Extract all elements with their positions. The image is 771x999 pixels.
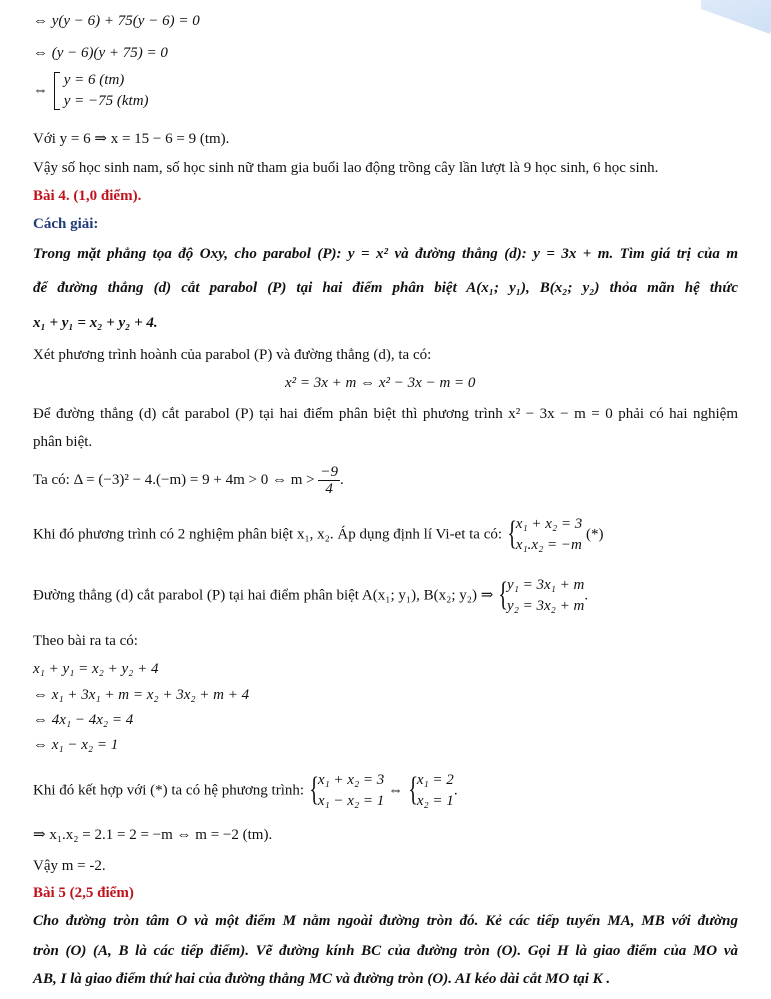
fraction-denominator: 4 (325, 481, 333, 497)
system-2-row-2: x₁.x₂ = −m (515, 537, 582, 553)
system-1-row-2: y = −75 (ktm) (63, 93, 149, 109)
corner-decoration (701, 0, 771, 40)
system-1-row-1: y = 6 (tm) (63, 72, 125, 88)
system-3-row-2: y₂ = 3x₂ + m (507, 598, 585, 614)
equation-line-2: ⇔ (y − 6)(y + 75) = 0 (33, 45, 168, 61)
intersection-text: Đường thẳng (d) cắt parabol (P) tại hai điểm phân biệt A(x₁; y₁), B(x₂; y₂) ⇒ (33, 587, 494, 604)
fraction-minus-9-over-4 (318, 464, 340, 497)
text-dieu-kien: Để đường thẳng (d) cắt parabol (P) tại hai điểm phân biệt thì phương trình x² − 3x − m = 0 phải có hai nghiệm (33, 406, 738, 422)
text-conclusion-3: Vậy số học sinh nam, số học sinh nữ tham gia buổi lao động trồng cây lần lượt là 9 học sinh, 6 học sinh. (33, 160, 659, 176)
answer-line: Vậy m = -2. (33, 858, 106, 874)
solution-system-1: ⇔ y = 6 (tm) y = −75 (ktm) (33, 72, 149, 109)
problem-text-3: x₁ + y₁ = x₂ + y₂ + 4. (33, 315, 158, 331)
vieta-line: Khi đó phương trình có 2 nghiệm phân biệt x₁, x₂. Áp dụng định lí Vi-et ta có: { x₁ + x₂ = 3 x₁.x₂ = −m (*) (33, 515, 604, 553)
system-2-row-1: x₁ + x₂ = 3 (515, 516, 583, 532)
delta-end: . (339, 471, 344, 488)
intersection-end: . (584, 587, 589, 604)
equation-line-1: ⇔ y(y − 6) + 75(y − 6) = 0 (33, 13, 200, 29)
heading-cach-giai: Cách giải: (33, 216, 99, 232)
system-4-row-1: x₁ + x₂ = 3 (317, 772, 385, 788)
system-4-row-2: x₁ − x₂ = 1 (317, 793, 385, 809)
problem-5-text-1: Cho đường tròn tâm O và một điểm M nằm ngoài đường tròn đó. Kẻ các tiếp tuyến MA, MB với đường (33, 913, 738, 929)
delta-line (33, 464, 344, 497)
heading-bai-5: Bài 5 (2,5 điểm) (33, 885, 134, 901)
equation-step-1: x₁ + y₁ = x₂ + y₂ + 4 (33, 661, 159, 677)
text-xet-phuong-trinh: Xét phương trình hoành của parabol (P) và đường thẳng (d), ta có: (33, 347, 432, 363)
delta-expression: Ta có: Δ = (−3)² − 4.(−m) = 9 + 4m > 0 ⇔ m > (33, 471, 315, 488)
equation-hoanh-do: x² = 3x + m ⇔ x² − 3x − m = 0 (285, 375, 476, 391)
heading-bai-4: Bài 4. (1,0 điểm). (33, 188, 142, 204)
combined-text: Khi đó kết hợp với (*) ta có hệ phương trình: (33, 782, 305, 799)
combined-system-line: Khi đó kết hợp với (*) ta có hệ phương trình: { x₁ + x₂ = 3 x₁ − x₂ = 1 ⇔ { x₁ = 2 x₂ = 1. (33, 771, 458, 809)
product-line: ⇒ x₁.x₂ = 2.1 = 2 = −m ⇔ m = −2 (tm). (33, 827, 273, 843)
text-phan-biet: phân biệt. (33, 434, 93, 450)
fraction-numerator: −9 (320, 464, 338, 480)
equation-step-2: ⇔ x₁ + 3x₁ + m = x₂ + 3x₂ + m + 4 (33, 687, 250, 703)
vieta-text: Khi đó phương trình có 2 nghiệm phân biệt x₁, x₂. Áp dụng định lí Vi-et ta có: (33, 526, 503, 543)
equation-step-4: ⇔ x₁ − x₂ = 1 (33, 737, 119, 753)
equation-step-3: ⇔ 4x₁ − 4x₂ = 4 (33, 712, 134, 728)
text-theo-bai-ra: Theo bài ra ta có: (33, 633, 138, 649)
problem-text-2: để đường thẳng (d) cắt parabol (P) tại hai điểm phân biệt A(x₁; y₁), B(x₂; y₂) thỏa mãn hệ thức (33, 280, 738, 296)
problem-5-text-3: AB, I là giao điểm thứ hai của đường thẳng MC và đường tròn (O). AI kéo dài cắt MO tại K . (33, 971, 611, 987)
combined-end: . (453, 782, 458, 799)
intersection-line: Đường thẳng (d) cắt parabol (P) tại hai điểm phân biệt A(x₁; y₁), B(x₂; y₂) ⇒ { y₁ = 3x₁ + m y₂ = 3x₂ + m. (33, 576, 589, 614)
problem-5-text-2: tròn (O) (A, B là các tiếp điểm). Vẽ đường kính BC của đường tròn (O). Gọi H là giao điểm của MO và (33, 943, 738, 959)
system-5-row-2: x₂ = 1 (416, 793, 454, 809)
system-3-row-1: y₁ = 3x₁ + m (507, 577, 585, 593)
text-line-with-y6: Với y = 6 ⇒ x = 15 − 6 = 9 (tm). (33, 131, 230, 147)
equivalent-symbol: ⇔ (388, 782, 404, 799)
problem-text-1: Trong mặt phẳng tọa độ Oxy, cho parabol (P): y = x² và đường thẳng (d): y = 3x + m. Tìm giá trị của m (33, 246, 738, 262)
star-label: (*) (586, 526, 604, 543)
system-5-row-1: x₁ = 2 (416, 772, 454, 788)
